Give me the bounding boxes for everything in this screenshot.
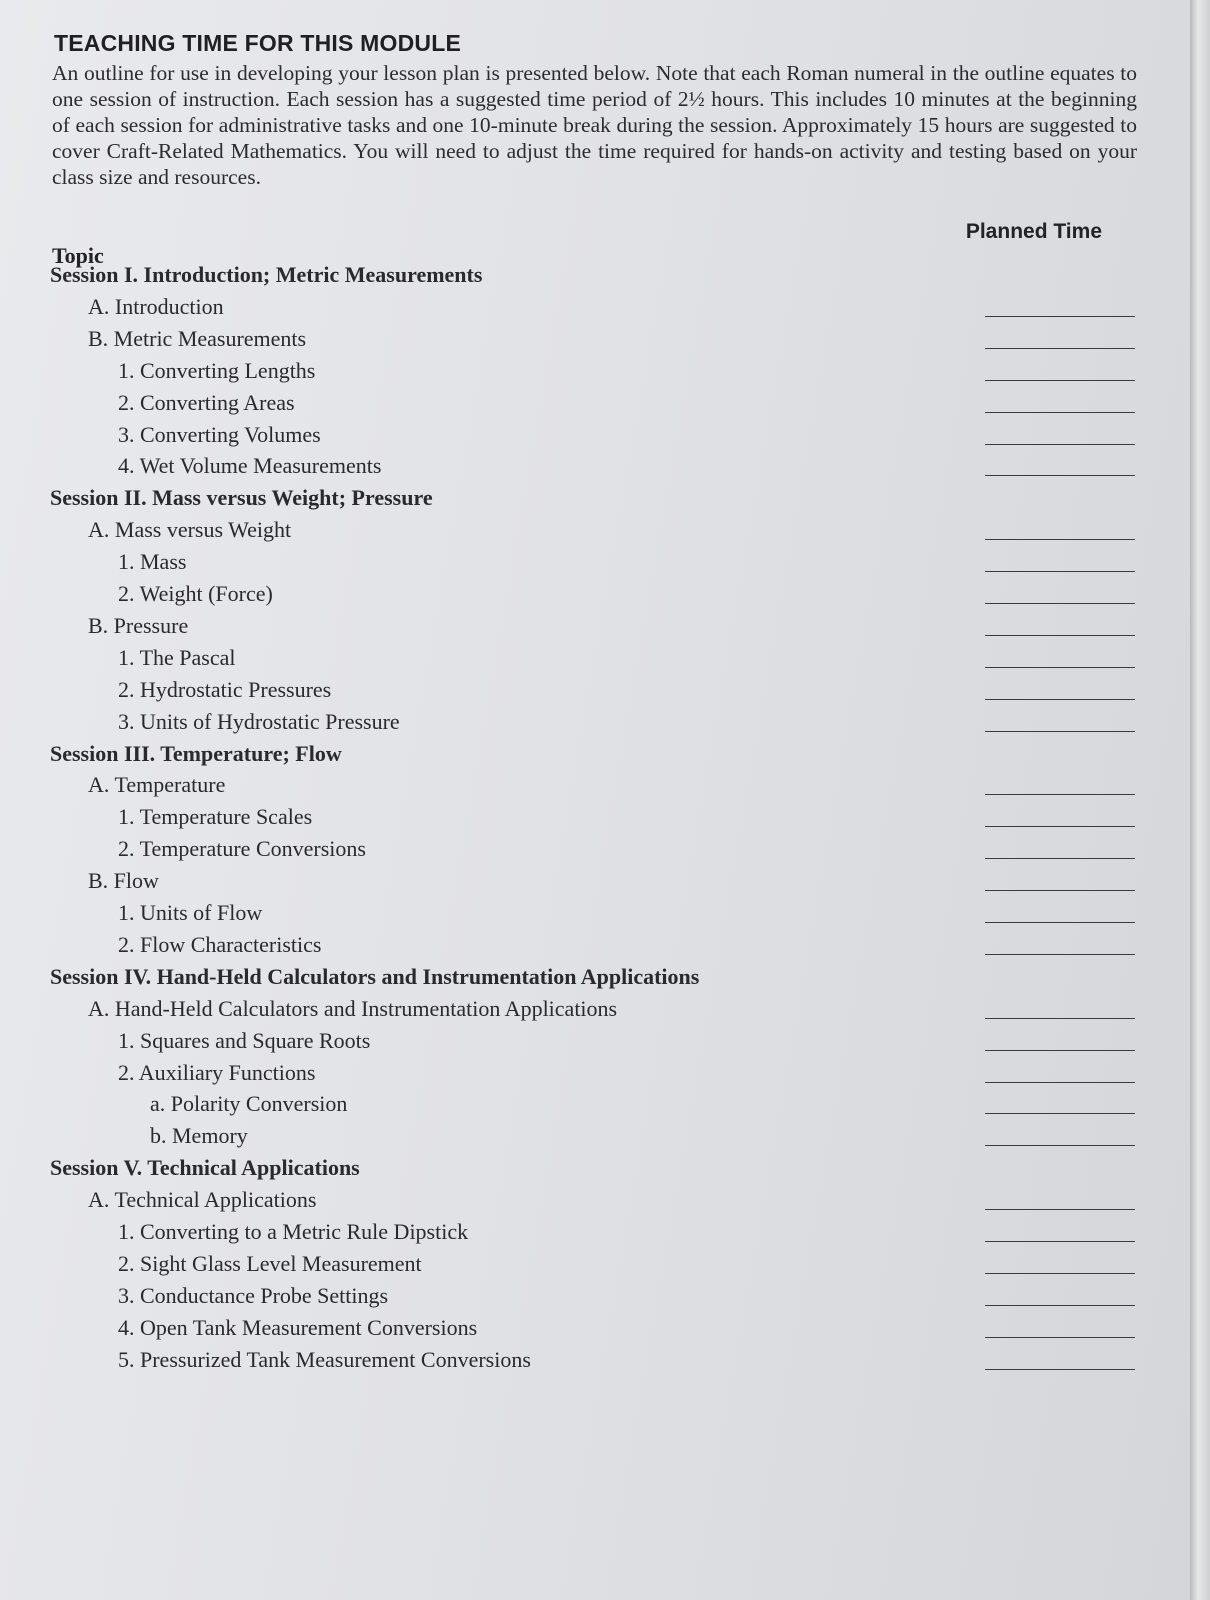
outline-item	[0, 613, 1190, 645]
outline-item	[0, 1123, 1190, 1155]
planned-time-blank	[985, 1145, 1135, 1146]
outline-item	[0, 358, 1190, 390]
planned-time-blank	[985, 603, 1135, 604]
planned-time-blank	[985, 1082, 1135, 1083]
planned-time-blank	[985, 571, 1135, 572]
outline-item	[0, 932, 1190, 964]
session-title: Session IV. Hand-Held Calculators and Instrumentation Applications	[50, 963, 700, 989]
outline-item	[0, 772, 1190, 804]
planned-time-blank	[985, 539, 1135, 540]
outline-item	[0, 1251, 1190, 1283]
planned-time-blank	[985, 1273, 1135, 1274]
planned-time-blank	[985, 1305, 1135, 1306]
outline-item-label: A. Temperature	[88, 772, 226, 798]
outline-item-label: a. Polarity Conversion	[150, 1091, 348, 1117]
outline-item	[0, 900, 1190, 932]
session-title: Session V. Technical Applications	[50, 1155, 360, 1181]
outline-item	[0, 517, 1190, 549]
session-heading	[0, 964, 1190, 996]
outline-item-label: 1. Squares and Square Roots	[118, 1027, 371, 1053]
outline-item-label: 2. Sight Glass Level Measurement	[118, 1250, 422, 1276]
outline-item-label: A. Technical Applications	[88, 1187, 317, 1213]
outline-item-label: 1. Converting Lengths	[118, 357, 316, 383]
outline-item-label: 2. Auxiliary Functions	[118, 1059, 316, 1085]
outline-item	[0, 326, 1190, 358]
outline-item-label: 2. Hydrostatic Pressures	[118, 676, 332, 702]
outline-item-label: 2. Converting Areas	[118, 389, 295, 415]
planned-time-blank	[985, 475, 1135, 476]
outline-item	[0, 1060, 1190, 1092]
outline-item	[0, 645, 1190, 677]
outline-item	[0, 422, 1190, 454]
planned-time-blank	[985, 858, 1135, 859]
outline-item	[0, 1283, 1190, 1315]
planned-time-blank	[985, 444, 1135, 445]
outline-item-label: 2. Temperature Conversions	[118, 836, 366, 862]
outline-item-label: 2. Flow Characteristics	[118, 931, 322, 957]
planned-time-column-header: Planned Time	[965, 220, 1102, 243]
outline-item-label: A. Mass versus Weight	[88, 517, 292, 543]
session-title: Session III. Temperature; Flow	[50, 740, 342, 766]
outline-item	[0, 294, 1190, 326]
page-edge	[1190, 0, 1210, 1600]
planned-time-blank	[985, 667, 1135, 668]
session-title: Session II. Mass versus Weight; Pressure	[50, 485, 433, 511]
outline-item-label: 4. Wet Volume Measurements	[118, 453, 382, 479]
outline-item-label: 5. Pressurized Tank Measurement Conversions	[118, 1346, 531, 1372]
outline-item-label: A. Hand-Held Calculators and Instrumentation Applications	[88, 995, 618, 1021]
outline-item	[0, 1028, 1190, 1060]
planned-time-blank	[985, 1337, 1135, 1338]
outline-item-label: A. Introduction	[88, 293, 224, 319]
module-heading: TEACHING TIME FOR THIS MODULE	[54, 30, 462, 56]
outline-item-label: 1. Mass	[118, 549, 187, 575]
outline-item-label: B. Metric Measurements	[88, 325, 307, 351]
planned-time-blank	[985, 380, 1135, 381]
planned-time-blank	[985, 1241, 1135, 1242]
outline-item-label: 4. Open Tank Measurement Conversions	[118, 1314, 478, 1340]
planned-time-blank	[985, 1369, 1135, 1370]
planned-time-blank	[985, 1113, 1135, 1114]
outline-item-label: b. Memory	[150, 1123, 248, 1149]
session-heading	[0, 1155, 1190, 1187]
planned-time-blank	[985, 635, 1135, 636]
planned-time-blank	[985, 316, 1135, 317]
outline-item	[0, 549, 1190, 581]
outline-item-label: 3. Conductance Probe Settings	[118, 1282, 389, 1308]
outline-item	[0, 709, 1190, 741]
outline-item-label: 1. The Pascal	[118, 644, 236, 670]
outline-item-label: 3. Units of Hydrostatic Pressure	[118, 708, 400, 734]
session-heading	[0, 485, 1190, 517]
outline-item	[0, 1187, 1190, 1219]
outline-item	[0, 1091, 1190, 1123]
outline-item-label: B. Flow	[88, 868, 159, 894]
session-heading	[0, 262, 1190, 294]
outline-item	[0, 1347, 1190, 1379]
outline-item	[0, 1315, 1190, 1347]
outline-item	[0, 677, 1190, 709]
planned-time-blank	[985, 794, 1135, 795]
planned-time-blank	[985, 731, 1135, 732]
outline-item	[0, 1219, 1190, 1251]
planned-time-blank	[985, 1209, 1135, 1210]
intro-paragraph: An outline for use in developing your lesson plan is presented below. Note that each Roman numeral in the outline equates to one session of instruction. Each session has a suggested time period of 2½ hours. This includes 10 minutes at the beginning of each session for administrative tasks and one 10-minute break during the session. Approximately 15 hours are suggested to cover Craft-Related Mathematics. You will need to adjust the time required for hands-on activity and testing based on your class size and resources.	[52, 61, 1137, 189]
planned-time-blank	[985, 348, 1135, 349]
session-heading	[0, 741, 1190, 773]
planned-time-blank	[985, 1018, 1135, 1019]
outline-item-label: B. Pressure	[88, 612, 189, 638]
outline-item-label: 1. Units of Flow	[118, 900, 263, 925]
outline-item-label: 1. Temperature Scales	[118, 804, 313, 830]
planned-time-blank	[985, 890, 1135, 891]
outline-item	[0, 836, 1190, 868]
outline-item-label: 2. Weight (Force)	[118, 581, 273, 606]
outline-item	[0, 581, 1190, 613]
topic-column-header: Topic	[52, 243, 104, 268]
outline-item-label: 3. Converting Volumes	[118, 421, 321, 447]
outline-item	[0, 804, 1190, 836]
planned-time-blank	[985, 412, 1135, 413]
planned-time-blank	[985, 922, 1135, 923]
outline-item	[0, 453, 1190, 485]
planned-time-blank	[985, 699, 1135, 700]
outline-item	[0, 868, 1190, 900]
planned-time-blank	[985, 954, 1135, 955]
session-title: Session I. Introduction; Metric Measurements	[50, 262, 483, 287]
planned-time-blank	[985, 826, 1135, 827]
planned-time-blank	[985, 1050, 1135, 1051]
outline-item-label: 1. Converting to a Metric Rule Dipstick	[118, 1219, 469, 1244]
outline-item	[0, 996, 1190, 1028]
outline-item	[0, 390, 1190, 422]
